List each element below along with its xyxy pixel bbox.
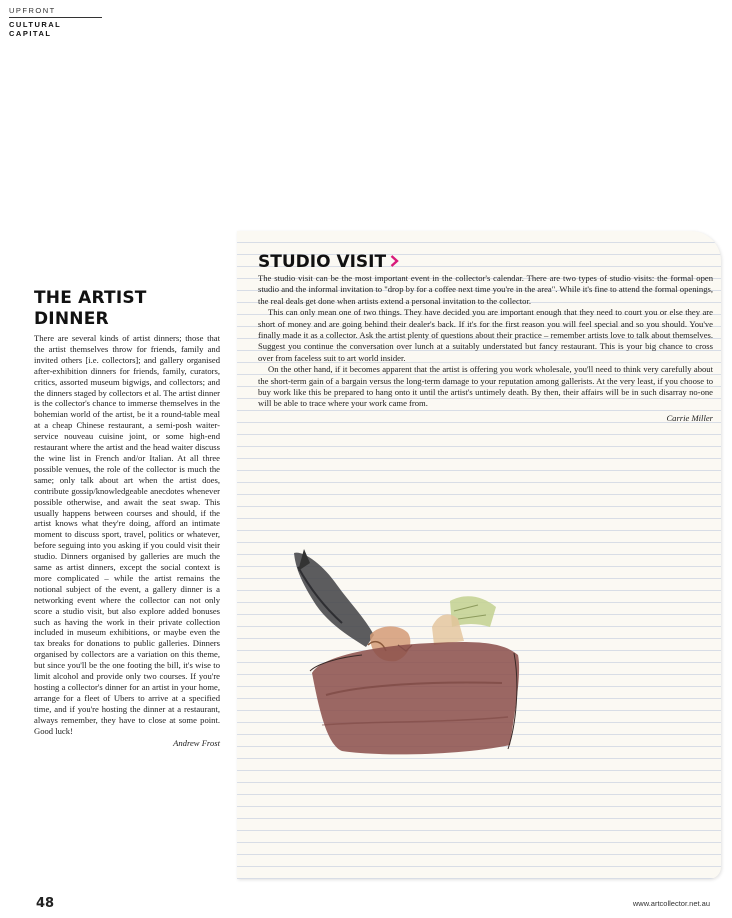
studio-visit-paragraph: The studio visit can be the most important event in the collector's calendar. There are two types of studio visits: the formal open studio and the informal invitation to "drop by for a coffee next time you're in the area". While it's fine to attend the formal openings, the real deals get done when artists extend a personal invitation to the collector. [258, 273, 713, 306]
studio-visit-paragraph: This can only mean one of two things. They have decided you are important enough that they need to court you or else they are short of money and are going behind their dealer's back. If it's for the first reason you will feel special and so you should. You've finally made it as a collector. Ask the artist plenty of questions about their practice – remember artists love to talk about themselves. Suggest you continue the conversation over lunch at a suitably understated but fancy restaurant. This is your big chance to cross over from faceless suit to art world insider. [258, 307, 713, 363]
page-number: 48 [36, 896, 55, 911]
artist-dinner-byline: Andrew Frost [173, 737, 220, 748]
section-header [9, 6, 102, 38]
studio-visit-byline: Carrie Miller [666, 412, 713, 423]
site-url: www.artcollector.net.au [632, 899, 710, 908]
section-label: UPFRONT [9, 6, 102, 18]
studio-visit-heading: STUDIO VISIT [258, 252, 387, 272]
artist-dinner-heading: THE ARTIST DINNER [34, 288, 147, 329]
artist-dinner-body: There are several kinds of artist dinners; those that the artist themselves throw for friends, family and invited others [i.e. collectors]; and gallery organised after-exhibition dinners for friends, family, curators, critics, assorted museum bigwigs, and collectors; and the dinners staged by collectors et al. The artist dinner is the collector's chance to immerse themselves in the bohemian world of the artist, be it a round-table meal at a cheap Chinese restaurant, a semi-posh waiter-service nouveau cuisine joint, or some high-end restaurant where the artist and the head waiter discuss the wine list in French and/or Italian. At all three possible venues, the role of the collector is much the same; only talk about art when the artist does, contribute gossip/knowledgeable anecdotes whenever possible otherwise, and await the seat swap. This usually happens between courses and should, if the artist knows what they're doing, afford an intimate moment to discuss sport, travel, politics or whatever, before seguing into you asking if you could visit their studio. Dinners organised by galleries are much the same as artist dinners, except the social context is more complicated – while the artist remains the notional subject of the event, a gallery dinner is a networking event where the collector can not only score a studio visit, but also explore added bonuses such as having the work in their private collection included in museum exhibitions, or maybe even the tax breaks for donations to public galleries. Dinners organised by collectors are a variation on this theme, but since you'll be the one footing the bill, it's wise to limit alcohol and provide only two courses. If you're hosting a collector's dinner for an artist in your home, arrange for a fleet of Ubers to arrive at a specified time, and if you're hosting the dinner at a restaurant, always remember, they have to close at some point. Good luck! [34, 333, 220, 736]
section-sublabel: CULTURAL CAPITAL [9, 20, 62, 38]
watercolour-illustration [282, 545, 527, 760]
artist-dinner-column [34, 288, 220, 748]
studio-visit-article [258, 251, 713, 423]
chevron-right-icon [390, 251, 399, 273]
studio-visit-heading-row [258, 251, 713, 273]
studio-visit-paragraph: On the other hand, if it becomes apparent that the artist is offering you work wholesale, you'll need to think very carefully about the short-term gain of a bargain versus the long-term damage to your reputation among gallerists. At the very least, if you choose to buy work like this be prepared to hang onto it until the artist's untimely death. By then, their affairs will be in such disarray no-one will be able to trace where your work came from. [258, 364, 713, 409]
